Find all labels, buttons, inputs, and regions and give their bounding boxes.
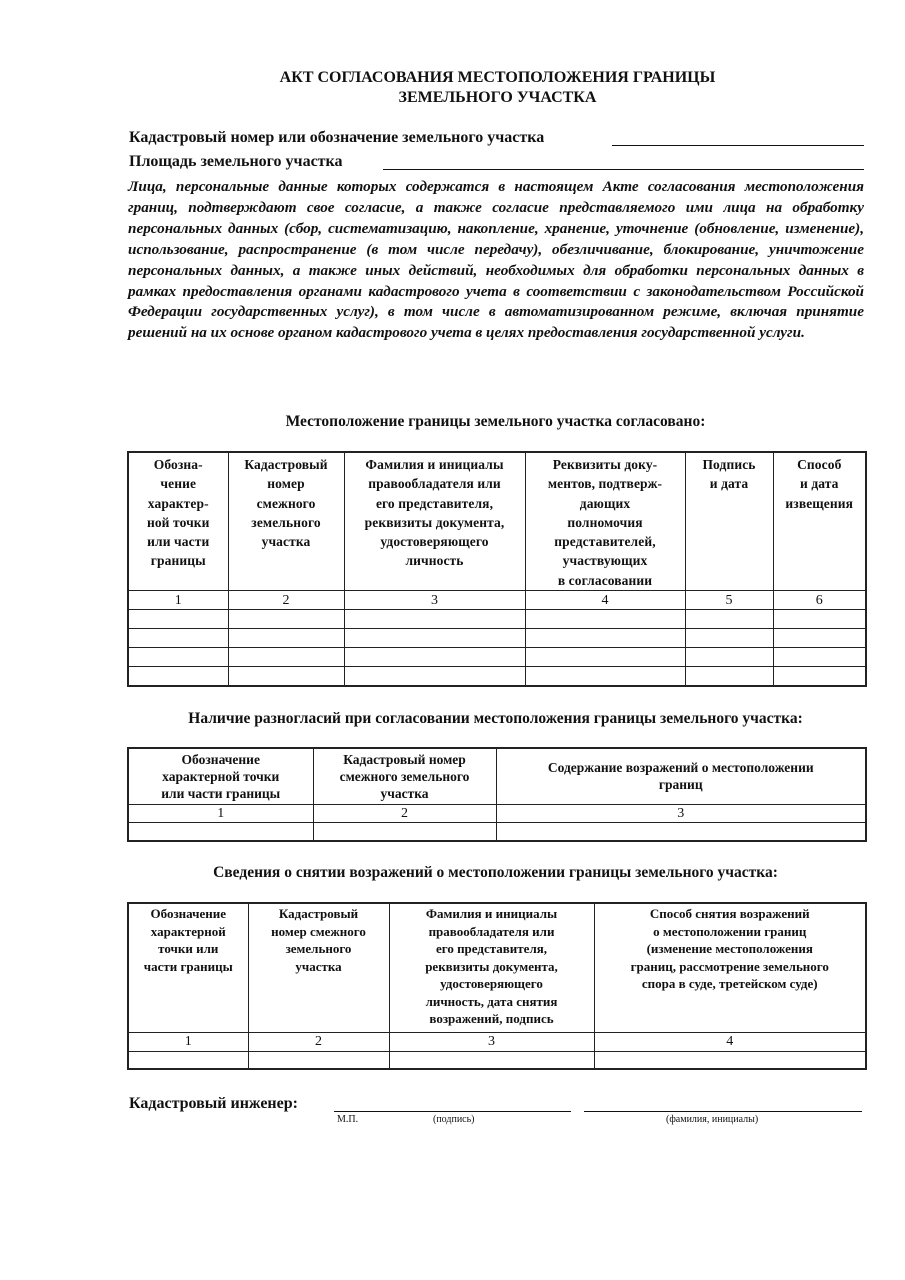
header-text-line: Кадастровый номер <box>343 751 466 767</box>
header-text-line: Кадастровый <box>244 457 328 472</box>
header-text-line: Содержание возражений о местоположении <box>547 760 814 776</box>
personal-data-consent-text: Лица, персональные данные которых содержатся в настоящем Акте согласования местоположения границ, подтверждают свое согласие, а также согласие представляемого ими лица на обработку персональных данных (сбор, систематизацию, накопление, хранение, уточнение (обновление, изменение), использование, распространение (в том числе передачу), обезличивание, блокирование, уничтожение персональных данных, а также иных действий, необходимых для обработки персональных данных в рамках предоставления органами кадастрового учета в соответствии с законодательством Российской Федерации государственных услуг), в том числе в автоматизированном режиме, включая принятие решений на их основе органом кадастрового учета в целях предоставления государственной услуги. <box>128 178 864 342</box>
header-text-line: ментов, подтверж- <box>547 476 663 492</box>
header-text-line: или части границы <box>161 785 281 801</box>
column-number-cell: 4 <box>525 591 685 610</box>
header-text-line: удостоверяющего <box>380 534 489 550</box>
header-text-line: участка <box>261 534 311 550</box>
header-text-line: Обозначение <box>150 906 226 921</box>
table-cell[interactable] <box>685 610 773 629</box>
table-cell[interactable] <box>128 822 313 841</box>
header-text-line: участка <box>380 785 429 801</box>
header-text-line: удостоверяющего <box>440 976 543 991</box>
header-text-line: Обозна- <box>153 457 203 472</box>
header-text-line: границы <box>150 553 206 569</box>
table-cell[interactable] <box>685 667 773 686</box>
name-caption: (фамилия, инициалы) <box>666 1114 759 1125</box>
cadastral-number-field[interactable] <box>612 145 864 146</box>
header-text-line: правообладателя или <box>428 923 555 939</box>
agreement-table-header-cell <box>525 452 685 591</box>
header-text-line: участка <box>295 958 342 974</box>
column-number-cell: 4 <box>594 1032 866 1051</box>
disagreement-table-header-cell <box>496 748 866 804</box>
table-cell[interactable] <box>344 648 525 667</box>
header-text-line: спора в суде, третейском суде) <box>641 976 818 991</box>
agreement-table-header-cell <box>128 452 228 591</box>
cadastral-number-label: Кадастровый номер или обозначение земельного участка <box>129 129 545 146</box>
table-cell[interactable] <box>773 629 866 648</box>
table-cell[interactable] <box>248 1051 389 1069</box>
column-number-cell: 3 <box>344 591 525 610</box>
header-text-line: смежного <box>256 495 316 511</box>
table-cell[interactable] <box>525 648 685 667</box>
table-cell[interactable] <box>773 610 866 629</box>
header-text-line: точки или <box>158 941 219 956</box>
header-text-line: ной точки <box>146 514 210 530</box>
table-cell[interactable] <box>685 648 773 667</box>
document-title-line2: ЗЕМЕЛЬНОГО УЧАСТКА <box>398 89 597 106</box>
table-cell[interactable] <box>128 667 228 686</box>
table-row <box>128 648 866 667</box>
header-text-line: и дата <box>709 476 749 492</box>
table-cell[interactable] <box>773 667 866 686</box>
header-text-line: смежного земельного <box>339 768 470 784</box>
header-text-line: и дата <box>799 476 839 492</box>
agreement-table-header-row <box>128 452 866 591</box>
agreement-table-header-cell <box>344 452 525 591</box>
header-text-line: чение <box>160 476 197 492</box>
table-cell[interactable] <box>773 648 866 667</box>
header-text-line: полномочия <box>567 514 643 530</box>
agreement-table <box>127 451 867 687</box>
signature-field[interactable] <box>334 1111 571 1112</box>
objection-removal-table-header-row <box>128 903 866 1032</box>
table-row <box>128 610 866 629</box>
disagreement-table-column-number-row <box>128 804 866 822</box>
header-text-line: номер <box>267 476 305 492</box>
column-number-cell: 3 <box>496 804 866 822</box>
column-number-cell: 5 <box>685 591 773 610</box>
disagreement-table-header-row <box>128 748 866 804</box>
header-text-line: возражений, подпись <box>429 1011 554 1026</box>
agreement-table-body <box>128 452 866 686</box>
header-text-line: его представителя, <box>435 941 548 956</box>
header-text-line: Реквизиты доку- <box>552 457 658 472</box>
table-cell[interactable] <box>128 1051 248 1069</box>
header-text-line: в согласовании <box>557 572 653 588</box>
area-field[interactable] <box>383 169 864 170</box>
header-text-line: характер- <box>147 495 209 511</box>
objection-removal-section-title: Сведения о снятии возражений о местоположении границы земельного участка: <box>213 864 778 881</box>
table-row <box>128 629 866 648</box>
header-text-line: Способ снятия возражений <box>649 906 810 921</box>
header-text-line: земельного <box>251 514 321 530</box>
table-cell[interactable] <box>525 610 685 629</box>
column-number-cell: 6 <box>773 591 866 610</box>
header-text-line: земельного <box>285 941 352 956</box>
objection-removal-table <box>127 902 867 1070</box>
header-text-line: реквизиты документа, <box>425 958 558 974</box>
table-row <box>128 822 866 841</box>
header-text-line: личность, дата снятия <box>425 993 558 1009</box>
agreement-section-title: Местоположение границы земельного участка согласовано: <box>285 413 706 430</box>
header-text-line: части границы <box>143 958 233 974</box>
table-cell[interactable] <box>525 629 685 648</box>
header-text-line: (изменение местоположения <box>646 941 813 956</box>
header-text-line: Подпись <box>702 457 756 472</box>
name-initials-field[interactable] <box>584 1111 862 1112</box>
objection-removal-table-header-cell <box>389 903 594 1032</box>
column-number-cell: 2 <box>248 1032 389 1051</box>
column-number-cell: 1 <box>128 591 228 610</box>
objection-removal-table-header-cell <box>594 903 866 1032</box>
objection-removal-table-body <box>128 903 866 1069</box>
table-cell[interactable] <box>525 667 685 686</box>
table-cell[interactable] <box>389 1051 594 1069</box>
disagreement-section-title: Наличие разногласий при согласовании местоположения границы земельного участка: <box>188 710 803 727</box>
table-cell[interactable] <box>128 610 228 629</box>
objection-removal-table-header-cell <box>248 903 389 1032</box>
document-title-line1: АКТ СОГЛАСОВАНИЯ МЕСТОПОЛОЖЕНИЯ ГРАНИЦЫ <box>279 69 716 86</box>
column-number-cell: 3 <box>389 1032 594 1051</box>
header-text-line: представителей, <box>554 534 656 550</box>
table-cell[interactable] <box>313 822 496 841</box>
header-text-line: дающих <box>579 495 631 511</box>
column-number-cell: 1 <box>128 1032 248 1051</box>
column-number-cell: 1 <box>128 804 313 822</box>
objection-removal-table-header-cell <box>128 903 248 1032</box>
agreement-table-column-number-row <box>128 591 866 610</box>
header-text-line: его представителя, <box>375 495 494 511</box>
table-cell[interactable] <box>344 610 525 629</box>
table-cell[interactable] <box>685 629 773 648</box>
disagreement-table <box>127 747 867 842</box>
table-cell[interactable] <box>228 610 344 629</box>
area-label: Площадь земельного участка <box>129 153 343 170</box>
header-text-line: характерной точки <box>162 768 280 784</box>
header-text-line: о местоположении границ <box>653 923 807 939</box>
agreement-table-header-cell <box>773 452 866 591</box>
header-text-line: правообладателя или <box>368 476 501 492</box>
header-text-line: реквизиты документа, <box>364 514 505 530</box>
column-number-cell: 2 <box>228 591 344 610</box>
agreement-table-header-cell <box>685 452 773 591</box>
header-text-line: границ <box>658 777 703 793</box>
table-row <box>128 1051 866 1069</box>
signature-caption: (подпись) <box>433 1114 475 1125</box>
header-text-line: или части <box>147 534 210 550</box>
table-row <box>128 667 866 686</box>
table-cell[interactable] <box>228 629 344 648</box>
table-cell[interactable] <box>344 629 525 648</box>
header-text-line: характерной <box>150 923 226 939</box>
header-text-line: Кадастровый <box>278 906 359 921</box>
header-text-line: участвующих <box>562 553 648 569</box>
objection-removal-table-column-number-row <box>128 1032 866 1051</box>
disagreement-table-body <box>128 748 866 841</box>
disagreement-table-header-cell <box>313 748 496 804</box>
header-text-line: Обозначение <box>181 751 260 767</box>
table-cell[interactable] <box>594 1051 866 1069</box>
header-text-line: Фамилия и инициалы <box>425 906 558 921</box>
table-cell[interactable] <box>496 822 866 841</box>
header-text-line: номер смежного <box>271 923 366 939</box>
stamp-caption: М.П. <box>337 1114 359 1125</box>
table-cell[interactable] <box>128 629 228 648</box>
table-cell[interactable] <box>128 648 228 667</box>
disagreement-table-header-cell <box>128 748 313 804</box>
table-cell[interactable] <box>228 667 344 686</box>
header-text-line: границ, рассмотрение земельного <box>630 958 829 974</box>
header-text-line: извещения <box>785 495 854 511</box>
header-text-line: Способ <box>797 457 842 472</box>
header-text-line: Фамилия и инициалы <box>365 457 504 472</box>
column-number-cell: 2 <box>313 804 496 822</box>
cadastral-engineer-label: Кадастровый инженер: <box>129 1095 298 1112</box>
table-cell[interactable] <box>228 648 344 667</box>
header-text-line: личность <box>405 553 464 569</box>
table-cell[interactable] <box>344 667 525 686</box>
agreement-table-header-cell <box>228 452 344 591</box>
